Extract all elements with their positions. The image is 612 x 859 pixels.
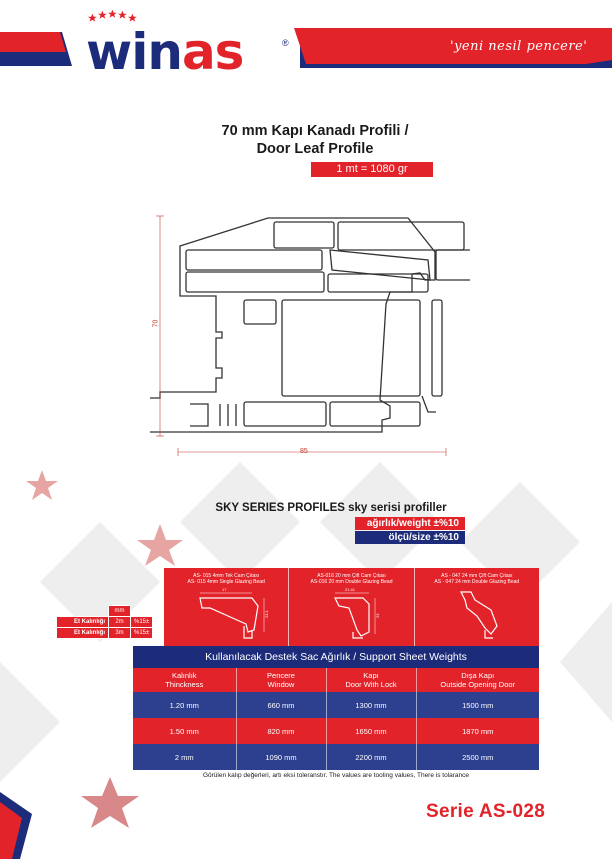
page-title xyxy=(150,122,480,158)
glazing-bead-as-047 xyxy=(415,568,539,646)
glazing-beads-panel xyxy=(164,568,539,646)
weight-tolerance-badge: ağırlık/weight ±%10 xyxy=(355,517,465,530)
size-tolerance-badge: ölçü/size ±%10 xyxy=(355,531,465,544)
tolerance-note: Görülen kalıp değerleri, artı eksi toleranstır. The values are tooling values, There is tolarance xyxy=(202,772,470,779)
wall-thickness-table xyxy=(56,605,153,639)
profile-cross-section-drawing xyxy=(150,208,470,456)
column-header: Pencere Window xyxy=(236,668,326,692)
tagline: 'yeni nesil pencere' xyxy=(450,39,588,54)
bead-profile-drawing xyxy=(164,586,288,646)
bead-dim-b: 23 xyxy=(375,613,381,618)
glazing-bead-as-016 xyxy=(289,568,414,646)
column-header: Kalınlık Thinckness xyxy=(133,668,236,692)
bead-profile-drawing xyxy=(415,586,539,646)
title-line-2: Door Leaf Profile xyxy=(256,141,374,157)
brand-logo[interactable] xyxy=(86,22,289,82)
bead-dim-a: 21.41 xyxy=(345,587,356,592)
bead-label: AS - 047 24 mm Çift Cam Çıtası AS - 047 24 mm Double Glazing Bead xyxy=(434,573,520,585)
bead-profile-drawing xyxy=(289,586,413,646)
unit-header: mm xyxy=(109,606,131,617)
title-line-1: 70 mm Kapı Kanadı Profili / xyxy=(221,123,409,139)
weight-badge: 1 mt = 1080 gr xyxy=(311,162,433,177)
registered-mark: ® xyxy=(282,38,289,48)
table-row: 1.50 mm 820 mm 1650 mm 1870 mm xyxy=(133,718,539,744)
bead-label: AS- 015 4mm Tek Cam Çıtası AS- 015 4mm Single Glazing Bead xyxy=(187,573,265,585)
table-row: Et Kalınlığı 2m %15± xyxy=(57,617,153,628)
column-header: Kapı Door With Lock xyxy=(326,668,416,692)
column-header: Dışa Kapı Outside Opening Door xyxy=(416,668,539,692)
bead-dim-a: 17 xyxy=(222,587,227,592)
series-code: Serie AS-028 xyxy=(426,801,546,822)
series-title: SKY SERIES PROFILES sky serisi profiller xyxy=(215,502,447,514)
table-row: 2 mm 1090 mm 2200 mm 2500 mm xyxy=(133,744,539,770)
glazing-bead-as-015 xyxy=(164,568,289,646)
table-row: 1.20 mm 660 mm 1300 mm 1500 mm xyxy=(133,692,539,718)
support-sheet-title: Kullanılacak Destek Sac Ağırlık / Support Sheet Weights xyxy=(133,646,539,668)
table-row: Et Kalınlığı 3m %15± xyxy=(57,628,153,639)
height-dimension: 70 xyxy=(152,319,160,328)
table-header-row xyxy=(133,668,539,692)
bead-dim-b: 23.1 xyxy=(264,610,269,618)
support-sheet-table xyxy=(133,668,539,770)
width-dimension: 85 xyxy=(300,448,308,455)
header xyxy=(0,0,612,90)
bead-label: AS-016 20 mm Çift Cam Çıtası AS-016 20 mm Double Glazing Bead xyxy=(310,573,393,585)
logo-text-win: win xyxy=(86,23,182,81)
logo-text-as: as xyxy=(181,23,244,81)
